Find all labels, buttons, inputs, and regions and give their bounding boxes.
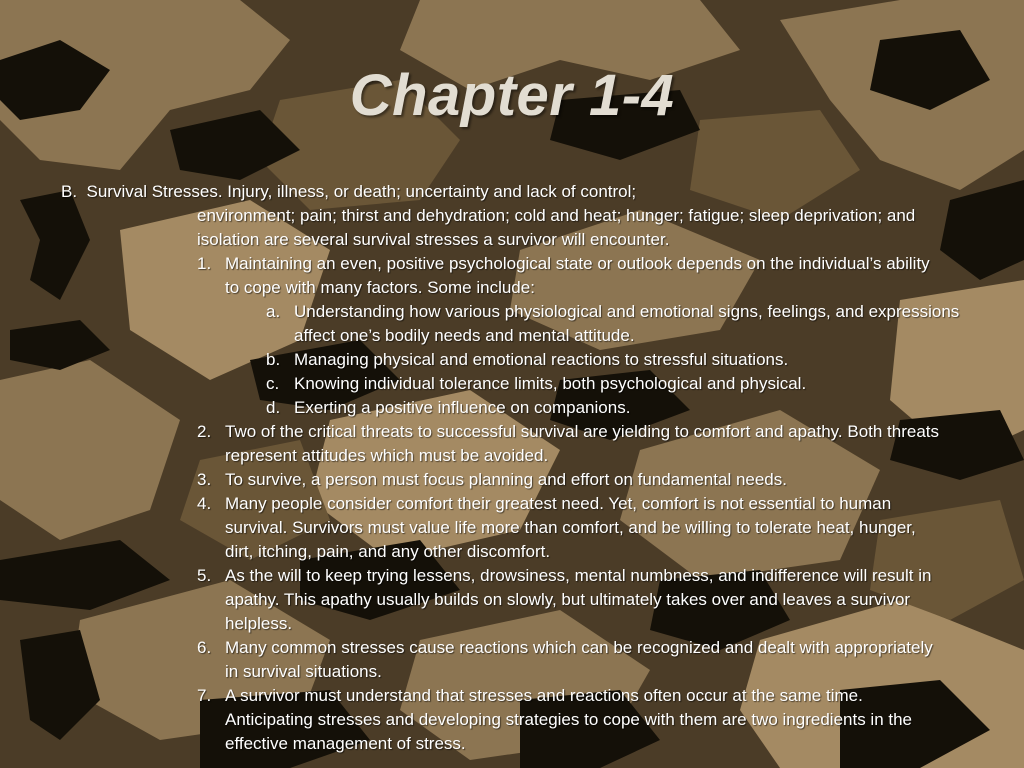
list-item-text: Many common stresses cause reactions which can be recognized and dealt with appropriately in survival situations. <box>225 638 933 681</box>
slide-body <box>61 180 981 756</box>
list-item-3 <box>197 468 981 492</box>
sub-item-d <box>266 396 981 420</box>
sub-item-text: Exerting a positive influence on companions. <box>294 398 631 417</box>
sub-item-text: Managing physical and emotional reactions to stressful situations. <box>294 350 789 369</box>
sub-marker: c. <box>266 374 280 393</box>
list-item-2 <box>197 420 981 468</box>
list-marker: 6. <box>197 638 212 657</box>
sub-marker: a. <box>266 302 281 321</box>
sub-item-a <box>266 300 981 348</box>
sub-item-text: Knowing individual tolerance limits, both psychological and physical. <box>294 374 807 393</box>
list-item-text: A survivor must understand that stresses and reactions often occur at the same time. Anticipating stresses and developing strategies to cope with them are two ingredients in the effective management of stress. <box>225 686 913 753</box>
list-marker: 7. <box>197 686 212 705</box>
list-item-text: To survive, a person must focus planning and effort on fundamental needs. <box>225 470 787 489</box>
list-item-5 <box>197 564 981 636</box>
list-item-text: Maintaining an even, positive psychological state or outlook depends on the individual’s ability to cope with many factors. Some include: <box>225 254 930 297</box>
sub-marker: b. <box>266 350 281 369</box>
section-marker: B. <box>61 182 78 201</box>
slide-title: Chapter 1-4 <box>349 63 675 128</box>
sub-item-text: Understanding how various physiological and emotional signs, feelings, and expressions affect one’s bodily needs and mental attitude. <box>294 302 960 345</box>
list-item-text: Two of the critical threats to successful survival are yielding to comfort and apathy. Both threats represent attitudes which must be avoided. <box>225 422 940 465</box>
section-heading-text: Survival Stresses. Injury, illness, or death; uncertainty and lack of control; <box>86 182 637 201</box>
list-marker: 1. <box>197 254 212 273</box>
list-marker: 5. <box>197 566 212 585</box>
list-marker: 2. <box>197 422 212 441</box>
list-marker: 4. <box>197 494 212 513</box>
list-item-text: Many people consider comfort their greatest need. Yet, comfort is not essential to human survival. Survivors must value life more than comfort, and be willing to tolerate heat, hunger, dirt, itching, pain, and any other discomfort. <box>225 494 916 561</box>
list-item-1 <box>197 252 981 300</box>
list-marker: 3. <box>197 470 212 489</box>
list-item-7 <box>197 684 981 756</box>
list-item-text: As the will to keep trying lessens, drowsiness, mental numbness, and indifference will result in apathy. This apathy usually builds on slowly, but ultimately takes over and leaves a survivor helpless. <box>225 566 932 633</box>
section-continuation: environment; pain; thirst and dehydration; cold and heat; hunger; fatigue; sleep deprivation; and isolation are several survival stresses a survivor will encounter. <box>197 206 916 249</box>
list-item-4 <box>197 492 981 564</box>
sub-marker: d. <box>266 398 281 417</box>
sub-item-b <box>266 348 981 372</box>
sub-item-c <box>266 372 981 396</box>
list-item-6 <box>197 636 981 684</box>
section-heading <box>61 180 981 204</box>
